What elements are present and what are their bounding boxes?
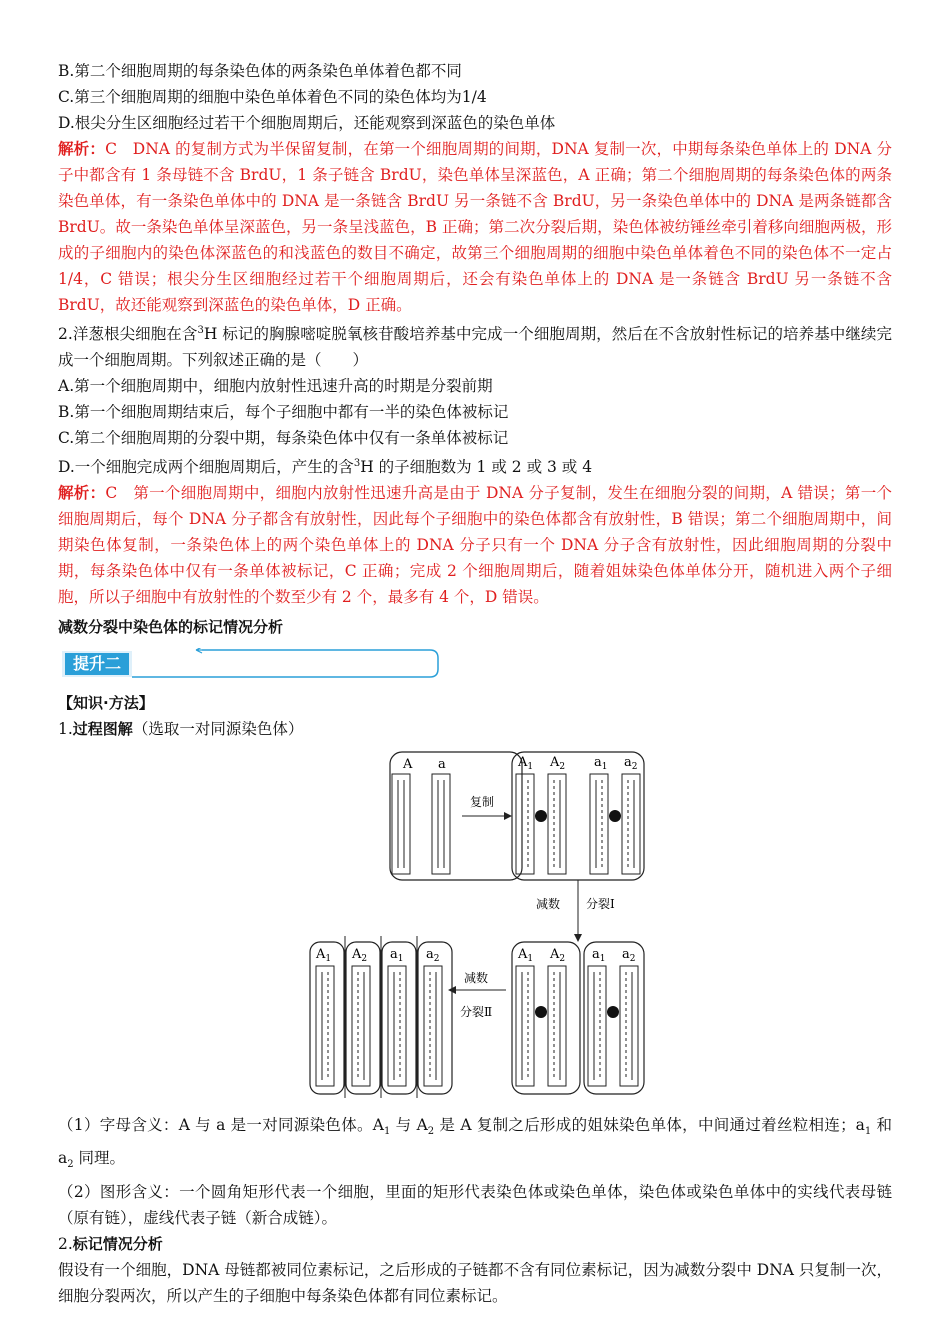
section-banner [62,648,892,682]
chromatid-pair-A-meiosis1 [516,966,566,1086]
item-number: 2. [58,1234,73,1253]
label-copy: 复制 [470,795,495,810]
chromatid-pair-a-meiosis1 [588,966,638,1086]
superscript: 3 [197,325,204,336]
label-A1: $A_1$ [518,947,534,965]
item2-title: 标记情况分析 [72,1234,163,1253]
label-A2: $A_2$ [550,755,566,773]
q1-option-c: C.第三个细胞周期的细胞中染色单体着色不同的染色体均为1/4 [58,88,487,106]
item1-heading [58,716,892,742]
banner-label: 提升二 [72,654,122,674]
q1-analysis [58,136,892,318]
meiosis-diagram [58,750,892,1102]
gamete-A2 [346,942,380,1094]
arrow-head-icon [574,934,582,942]
knowledge-heading: 【知识·方法】 [58,694,154,713]
process-diagram [58,750,892,1106]
subscript: 2 [427,1126,435,1138]
centromere-icon [535,1006,547,1018]
label-A1: $A_1$ [518,755,534,773]
centromere-icon [609,810,621,822]
banner-frame [132,650,438,677]
label-a2: $a_2$ [426,947,440,965]
gamete-a2 [418,942,452,1094]
note-part: 是 A 复制之后形成的姐妹染色单体，中间通过着丝粒相连；a [434,1116,865,1135]
q2-option-a: A.第一个细胞周期中，细胞内放射性迅速升高的时期是分裂前期 [58,377,493,396]
q2-option-d-part: D.一个细胞完成两个细胞周期后，产生的含 [58,458,354,477]
note-letters [58,1112,892,1178]
subscript: 1 [864,1126,872,1138]
note-part: 与 A [390,1116,428,1135]
q2-option-c: C.第二个细胞周期的分裂中期，每条染色体中仅有一条单体被标记 [58,429,509,448]
label-meiosis-2b: 分裂Ⅱ [460,1005,493,1020]
centromere-icon [535,810,547,822]
subscript: 1 [383,1126,391,1138]
item-number: 1. [58,720,73,739]
q2-option-d [58,451,892,480]
item2-text: 假设有一个细胞，DNA 母链都被同位素标记，之后形成的子链都不含有同位素标记，因为减数分裂中 DNA 只复制一次，细胞分裂两次，所以产生的子细胞中每条染色体都有同位素标记。 [58,1260,892,1305]
label-a1: $a_1$ [390,947,404,965]
q2-analysis [58,480,892,610]
cell-meiosis1-right [584,942,644,1094]
subscript: 2 [67,1159,74,1171]
analysis-label: 解析： [58,140,106,158]
q1-option-d: D.根尖分生区细胞经过若干个细胞周期后，还能观察到深蓝色的染色单体 [58,114,556,132]
label-A2: $A_2$ [352,947,368,965]
note-part: （1）字母含义：A 与 a 是一对同源染色体。A [58,1116,384,1135]
document-page [58,58,892,1309]
q2-option-d-part: H 的子细胞数为 1 或 2 或 3 或 4 [360,458,593,477]
q2-option-b: B.第一个细胞周期结束后，每个子细胞中都有一半的染色体被标记 [58,403,509,422]
q1-analysis-text: C DNA 的复制方式为半保留复制，在第一个细胞周期的间期，DNA 复制一次，中期每条染色单体上的 DNA 分子中都含有 1 条母链不含 BrdU，1 条子链含 BrdU，染色单体呈深蓝色，A 正确；第二个细胞周期的每条染色体的两条染色单体，有一条染色单体中的 DNA 是一条链含 BrdU 另一条链不含 BrdU，另一条染色单体中的 DNA 是两条链都含 BrdU。故一条染色单体呈深蓝色，另一条呈浅蓝色，B 正确；第二次分裂后期，染色体被纺锤丝牵引着移向细胞两极，形成的子细胞内的染色体深蓝色的和浅蓝色的数目不确定，故第三个细胞周期的细胞中染色单体着色不同的染色体不一定占 1/4，C 错误；根尖分生区细胞经过若干个细胞周期后，还会有染色单体上的 DNA 是一条链含 BrdU 另一条链不含 BrdU，故还能观察到深蓝色的染色单体，D 正确。 [58,140,892,314]
label-a2: $a_2$ [622,947,636,965]
q2-stem-part: H 标记的胸腺嘧啶脱氧核苷酸培养基中完成一个细胞周期，然后在不含放射性标记的培养基中继续完成一个细胞周期。下列叙述正确的是（ ） [58,325,892,370]
q2-stem-part: 2.洋葱根尖细胞在含 [58,325,198,344]
label-meiosis-1b: 分裂Ⅰ [586,897,615,912]
q2-analysis-text: C 第一个细胞周期中，细胞内放射性迅速升高是由于 DNA 分子复制，发生在细胞分裂的间期，A 错误；第一个细胞周期后，每个 DNA 分子都含有放射性，因此每个子细胞中的染色体都含有放射性，B 错误；第二个细胞周期中，间期染色体复制，一条染色体上的两个染色单体上的 DNA 分子只有一个 DNA 分子含有放射性，因此细胞周期的分裂中期，每条染色体中仅有一条单体被标记，C 正确；完成 2 个细胞周期后，随着姐妹染色体单体分开，随机进入两个子细胞，所以子细胞中有放射性的个数至少有 2 个，最多有 4 个，D 错误。 [58,484,892,607]
analysis-label: 解析： [58,484,106,503]
label-A1: $A_1$ [316,947,332,965]
item1-title: 过程图解 [72,720,133,739]
label-meiosis-1a: 减数 [536,897,561,912]
q1-option-b: B.第二个细胞周期的每条染色体的两条染色单体着色都不同 [58,62,462,80]
label-A2: $A_2$ [550,947,566,965]
item2-heading [58,1231,892,1257]
q2-stem [58,318,892,373]
label-a1: $a_1$ [594,755,608,773]
chromosome-A [392,774,410,874]
note-shapes: （2）图形含义：一个圆角矩形代表一个细胞，里面的矩形代表染色体或染色单体，染色体或染色单体中的实线代表母链（原有链），虚线代表子链（新合成链）。 [58,1182,892,1227]
chromosome-a [432,774,450,874]
label-a: a [438,757,446,773]
note-part: 同理。 [73,1149,126,1168]
section-title: 减数分裂中染色体的标记情况分析 [58,618,284,637]
gamete-A1 [310,942,344,1094]
gamete-a1 [382,942,416,1094]
centromere-icon [607,1006,619,1018]
item1-note: （选取一对同源染色体） [132,720,304,739]
banner-graphic [62,648,442,682]
superscript: 3 [353,458,361,470]
chromatid-pair-a [590,774,640,874]
note-part: 和 a [58,1116,892,1168]
arrow-head-icon [504,812,512,820]
label-A: A [403,757,413,773]
banner-arrow-icon [196,648,202,653]
label-meiosis-2a: 减数 [464,971,489,986]
label-a1: $a_1$ [592,947,606,965]
label-a2: $a_2$ [624,755,638,773]
chromatid-pair-A [516,774,566,874]
